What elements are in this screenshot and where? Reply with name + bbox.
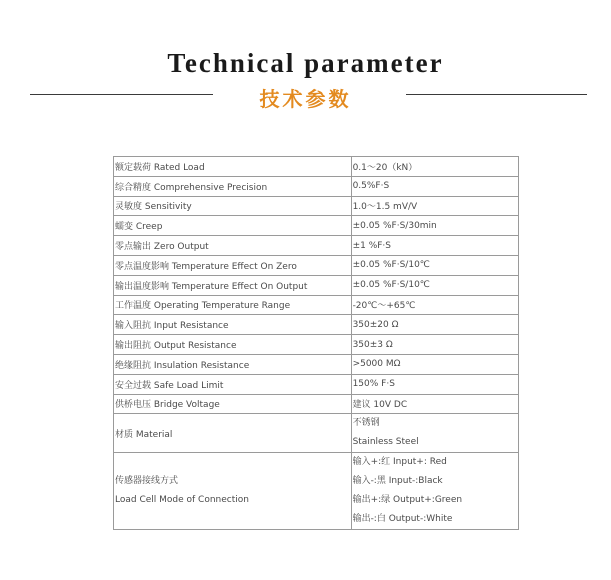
param-label: 灵敏度 Sensitivity	[114, 196, 352, 216]
table-row	[114, 157, 519, 177]
title-english: Technical parameter	[167, 48, 444, 78]
parameter-table	[113, 156, 519, 530]
param-value: 350±20 Ω	[351, 315, 518, 335]
table-row	[114, 176, 519, 196]
param-value: ±0.05 %F·S/10℃	[351, 275, 518, 295]
table-row	[114, 335, 519, 355]
material-label: 材质 Material	[114, 414, 352, 453]
param-label: 安全过载 Safe Load Limit	[114, 374, 352, 394]
table-row	[114, 295, 519, 315]
material-value-en: Stainless Steel	[352, 437, 419, 448]
param-label: 蠕变 Creep	[114, 216, 352, 236]
connection-output-minus: 输出-:白 Output-:White	[352, 514, 453, 525]
param-label: 零点温度影响 Temperature Effect On Zero	[114, 255, 352, 275]
table-row	[114, 275, 519, 295]
table-row	[114, 374, 519, 394]
param-value: 350±3 Ω	[351, 335, 518, 355]
param-label: 输出温度影响 Temperature Effect On Output	[114, 275, 352, 295]
table-row	[114, 354, 519, 374]
material-value-cn: 不锈钢	[352, 418, 380, 429]
param-label: 供桥电压 Bridge Voltage	[114, 394, 352, 414]
param-label: 工作温度 Operating Temperature Range	[114, 295, 352, 315]
connection-input-plus: 输入+:红 Input+: Red	[352, 457, 447, 468]
param-label: 零点输出 Zero Output	[114, 236, 352, 256]
connection-label	[114, 453, 352, 530]
connection-label-cn: 传感器接线方式	[115, 476, 179, 487]
parameter-table-body	[114, 157, 519, 530]
table-row	[114, 236, 519, 256]
param-label: 额定载荷 Rated Load	[114, 157, 352, 177]
connection-output-plus: 输出+:绿 Output+:Green	[352, 495, 463, 506]
table-row-connection	[114, 453, 519, 530]
param-value: >5000 MΩ	[351, 354, 518, 374]
table-row	[114, 255, 519, 275]
param-value: 0.1～20（kN）	[351, 157, 518, 177]
table-row	[114, 216, 519, 236]
param-value: ±0.05 %F·S/10℃	[351, 255, 518, 275]
param-value: ±1 %F·S	[351, 236, 518, 256]
connection-label-en: Load Cell Mode of Connection	[115, 495, 249, 506]
param-value: ±0.05 %F·S/30min	[351, 216, 518, 236]
param-label: 综合精度 Comprehensive Precision	[114, 176, 352, 196]
param-label: 输出阻抗 Output Resistance	[114, 335, 352, 355]
param-value: 0.5%F·S	[351, 176, 518, 196]
param-label: 输入阻抗 Input Resistance	[114, 315, 352, 335]
connection-values	[351, 453, 518, 530]
param-value: 150% F·S	[351, 374, 518, 394]
material-values	[351, 414, 518, 453]
table-row	[114, 394, 519, 414]
connection-input-minus: 输入-:黑 Input-:Black	[352, 476, 443, 487]
table-row	[114, 315, 519, 335]
param-label: 绝缘阻抗 Insulation Resistance	[114, 354, 352, 374]
title-chinese: 技术参数	[259, 87, 352, 111]
param-value: 建议 10V DC	[351, 394, 518, 414]
table-row-material	[114, 414, 519, 453]
param-value: 1.0～1.5 mV/V	[351, 196, 518, 216]
param-value: -20℃～+65℃	[351, 295, 518, 315]
table-row	[114, 196, 519, 216]
